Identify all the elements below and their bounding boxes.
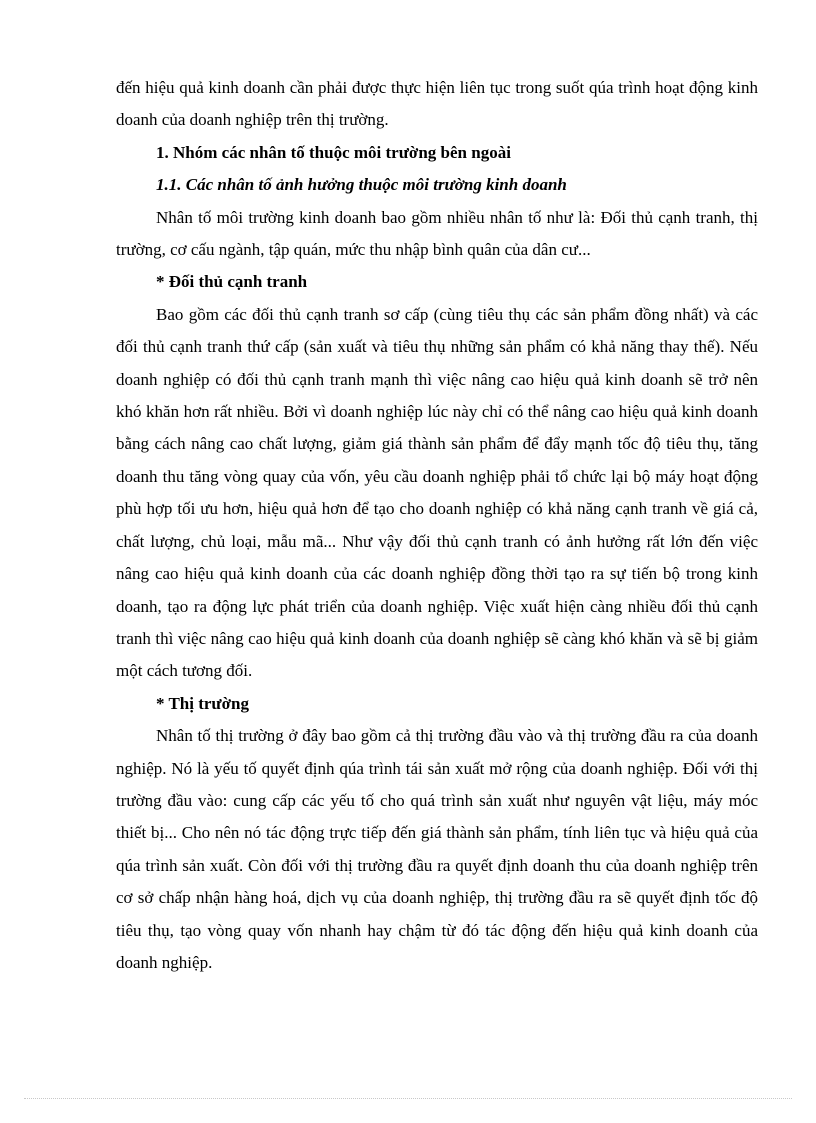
footer-divider	[24, 1098, 792, 1099]
heading-market: * Thị trường	[156, 693, 249, 713]
section-heading: 1. Nhóm các nhân tố thuộc môi trường bên ngoài	[156, 142, 511, 162]
paragraph-market: Nhân tố thị trường ở đây bao gồm cả thị trường đầu vào và thị trường đầu ra của doanh nghiệp. Nó là yếu tố quyết định qúa trình tái sản xuất mở rộng của doanh nghiệp. Đối với thị trường đầu vào: cung cấp các yếu tố cho quá trình sản xuất như nguyên vật liệu, máy móc thiết bị... Cho nên nó tác động trực tiếp đến giá thành sản phẩm, tính liên tục và hiệu quả của qúa trình sản xuất. Còn đối với thị trường đầu ra quyết định doanh thu của doanh nghiệp trên cơ sở chấp nhận hàng hoá, dịch vụ của doanh nghiệp, thị trường đầu ra sẽ quyết định tốc độ tiêu thụ, tạo vòng quay vốn nhanh hay chậm từ đó tác động đến hiệu quả kinh doanh của doanh nghiệp.	[116, 726, 758, 972]
paragraph-continuation: đến hiệu quả kinh doanh cần phải được thực hiện liên tục trong suốt qúa trình hoạt động kinh doanh của doanh nghiệp trên thị trường.	[116, 78, 758, 130]
paragraph-intro: Nhân tố môi trường kinh doanh bao gồm nhiều nhân tố như là: Đối thủ cạnh tranh, thị trường, cơ cấu ngành, tập quán, mức thu nhập bình quân của dân cư...	[116, 207, 758, 260]
heading-competitors: * Đối thủ cạnh tranh	[156, 272, 308, 292]
document-page	[116, 72, 758, 979]
paragraph-competitors: Bao gồm các đối thủ cạnh tranh sơ cấp (cùng tiêu thụ các sản phẩm đồng nhất) và các đối thủ cạnh tranh thứ cấp (sản xuất và tiêu thụ những sản phẩm có khả năng thay thế). Nếu doanh nghiệp có đối thủ cạnh tranh mạnh thì việc nâng cao hiệu quả kinh doanh sẽ trở nên khó khăn hơn rất nhiều. Bởi vì doanh nghiệp lúc này chỉ có thể nâng cao hiệu quả kinh doanh bằng cách nâng cao chất lượng, giảm giá thành sản phẩm để đẩy mạnh tốc độ tiêu thụ, tăng doanh thu tăng vòng quay của vốn, yêu cầu doanh nghiệp phải tổ chức lại bộ máy hoạt động phù hợp tối ưu hơn, hiệu quả hơn để tạo cho doanh nghiệp có khả năng cạnh tranh về giá cả, chất lượng, chủ loại, mẫu mã... Như vậy đối thủ cạnh tranh có ảnh hưởng rất lớn đến việc nâng cao hiệu quả kinh doanh của các doanh nghiệp đồng thời tạo ra sự tiến bộ trong kinh doanh, tạo ra động lực phát triển của doanh nghiệp. Việc xuất hiện càng nhiều đối thủ cạnh tranh thì việc nâng cao hiệu quả kinh doanh của doanh nghiệp sẽ càng khó khăn và sẽ bị giảm một cách tương đối.	[116, 304, 758, 681]
subsection-heading: 1.1. Các nhân tố ảnh hưởng thuộc môi trường kinh doanh	[156, 175, 567, 195]
